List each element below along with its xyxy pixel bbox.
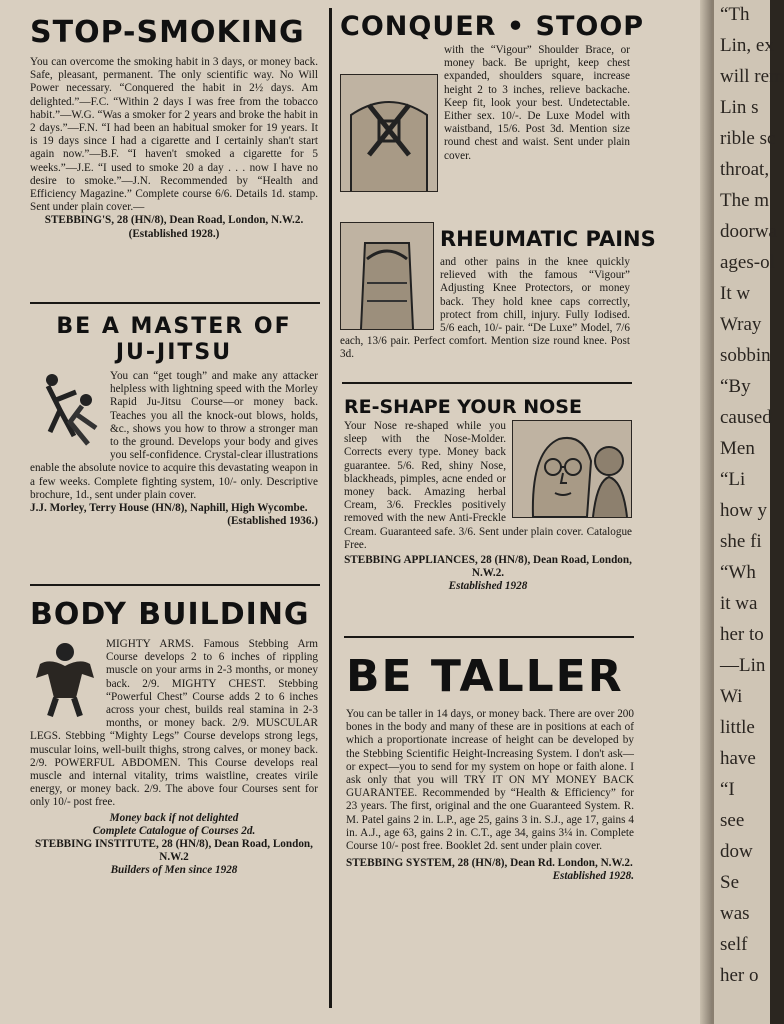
adjacent-page-text-fragment: sobbin [720, 345, 771, 366]
ju-jitsu-illustration [30, 370, 104, 450]
adjacent-page-text-fragment: self [720, 934, 748, 955]
reshape-nose-body: Your Nose re-shaped while you sleep with the Nose-Molder. Corrects every type. Money back guarantee. 5/6. Red, shiny Nose, blackheads, pimples, acne ended or money back. Amazing herbal Cream, 3/6. Freckles positively removed with the new Anti-Freckle Cream. Guaranteed safe. 3/6. Sent under plain cover. Catalogue Free. [344, 420, 632, 551]
adjacent-page-text-fragment: throat, [720, 159, 770, 180]
adjacent-page-text-fragment: —Lin [720, 655, 766, 676]
adjacent-page-text-fragment: see [720, 810, 745, 831]
ju-jitsu-address: J.J. Morley, Terry House (HN/8), Naphill, High Wycombe. [30, 502, 308, 515]
body-building-guarantee: Money back if not delighted [109, 811, 239, 824]
adjacent-page-text-fragment: her o [720, 965, 759, 986]
adjacent-page-text-fragment: how y [720, 500, 767, 521]
face-portrait-icon [513, 421, 631, 517]
be-taller-body: You can be taller in 14 days, or money back. There are over 200 bones in the body and many of these are in positions at each of which a proportionate increase of height can be developed by the Stebbing Scientific Height-Increasing System. I don't ask—or expect—you to send for my system on hope or faith alone. I ask only that you will TRY IT ON MY MONEY BACK GUARANTEE. Recommended by “Health & Efficiency” for 23 years. The first, original and the one Guaranteed System. R. M. Patel gains 2 in. L.P., age 25, gains 3 in. S.J., age 17, gains 4 in. A.J., age 63, gains 2 in. C.T., age 34, gains 3¼ in. Complete Course 10/- post free. Booklet 2d. sent under plain cover. [346, 708, 634, 853]
be-taller-heading: BE TALLER [346, 651, 624, 702]
divider [344, 636, 634, 638]
ju-jitsu-body: You can “get tough” and make any attacker helpless with lightning speed with the Morley Rapid Ju-Jitsu Course—or money back. Teaches you all the knock-out blows, holds, &c., shows you how to throw a stronger man to the ground. Develops your body and gives you self-confidence. Crystal-clear illustrations enable the absolute novice to acquire this devastating weapon in a few weeks. Complete fighting system, 10/- only. Descriptive brochure, 1d., sent under plain cover. [30, 370, 318, 501]
divider [30, 302, 320, 304]
adjacent-page-text-fragment: her to [720, 624, 764, 645]
muscleman-icon [30, 638, 100, 718]
body-building-catalogue: Complete Catalogue of Courses 2d. [92, 824, 256, 837]
ad-body-building [30, 596, 318, 878]
reshape-nose-address: STEBBING APPLIANCES, 28 (HN/8), Dean Road, London, N.W.2. [344, 554, 632, 580]
body-building-body: MIGHTY ARMS. Famous Stebbing Arm Course develops 2 to 6 inches of rippling muscle on your arms in 2-3 months, or money back. 2/9. MIGHTY CHEST. Stebbing “Powerful Chest” Course adds 2 to 6 inches across your chest, builds real stamina in 2-3 months, or money back. 2/9. MUSCULAR LEGS. Stebbing “Mighty Legs” Course develops strong legs, muscular loins, well-built thighs, strong calves, or money back. 2/9. POWERFUL ABDOMEN. This Course develops real muscle and internal vitality, trims waistline, creates virile energy, or money back. 2/9. The above four Courses sent for only 10/- post free. [30, 638, 318, 809]
ju-jitsu-heading-line1: BE A MASTER OF [56, 314, 292, 339]
ju-jitsu-established: (Established 1936.) [227, 515, 318, 528]
adjacent-page-text-fragment: was [720, 903, 750, 924]
adjacent-page-text-fragment: caused [720, 407, 772, 428]
be-taller-address: STEBBING SYSTEM, 28 (HN/8), Dean Rd. London, N.W.2. [346, 857, 633, 870]
body-building-heading: BODY BUILDING [30, 597, 310, 632]
body-building-address: STEBBING INSTITUTE, 28 (HN/8), Dean Road, London, N.W.2 [35, 838, 313, 864]
adjacent-page-text-fragment: little [720, 717, 755, 738]
ju-jitsu-heading-line2: JU-JITSU [115, 340, 233, 365]
adjacent-page-text-fragment: “Th [720, 4, 750, 25]
adjacent-page [712, 0, 784, 1024]
stop-smoking-heading: STOP-SMOKING [30, 15, 305, 50]
rheumatic-pains-heading: RHEUMATIC PAINS [440, 227, 656, 251]
adjacent-page-text-fragment: Wi [720, 686, 743, 707]
adjacent-page-text-fragment: The m [720, 190, 770, 211]
adjacent-page-text-fragment: dow [720, 841, 753, 862]
adjacent-page-text-fragment: “I [720, 779, 735, 800]
adjacent-page-text-fragment: will rem [720, 66, 784, 87]
conquer-stoop-body: with the “Vigour” Shoulder Brace, or money back. Be upright, keep chest expanded, shoulders square, increase height 2 to 3 inches, relieve backache. Keep fit, look your best. Undetectable. Either sex. 10/-. De Luxe Model with waistband, 15/6. Post 3d. Mention size round chest and waist. Sent under plain cover. [444, 44, 630, 162]
adjacent-page-text-fragment: it wa [720, 593, 758, 614]
ad-conquer-stoop [340, 10, 645, 194]
adjacent-page-text-fragment: “Li [720, 469, 746, 490]
adjacent-page-text-fragment: rible sc [720, 128, 776, 149]
adjacent-page-text-fragment: Lin s [720, 97, 759, 118]
wrestlers-icon [30, 370, 104, 450]
adjacent-page-text-fragment: Lin, ex [720, 35, 774, 56]
ad-rheumatic-pains [340, 222, 656, 362]
adjacent-page-text-fragment: ages-ol [720, 252, 775, 273]
stop-smoking-address: STEBBING'S, 28 (HN/8), Dean Road, London, N.W.2. (Established 1928.) [44, 214, 304, 240]
body-building-illustration [30, 638, 100, 718]
rheumatic-pains-body: and other pains in the knee quickly relieved with the famous “Vigour” Adjusting Knee Protectors, or money back. They hold knee caps correctly, protect from chill, injury. Fully Iodised. 5/6 each, 10/- pair. “De Luxe” Model, 7/6 each, 13/6 pair. Perfect comfort. Mention size round knee. Post 3d. [340, 256, 630, 361]
column-rule [329, 8, 332, 1008]
adjacent-page-text-fragment: It w [720, 283, 751, 304]
reshape-nose-heading: RE-SHAPE YOUR NOSE [344, 396, 582, 418]
knee-protector-icon [341, 223, 433, 329]
ad-be-taller [346, 650, 634, 884]
adjacent-page-text-fragment: “By [720, 376, 751, 397]
knee-protector-illustration [340, 222, 434, 330]
adjacent-page-text-fragment: doorwa [720, 221, 777, 242]
body-building-established: Builders of Men since 1928 [110, 864, 238, 877]
adjacent-page-text-fragment: Men [720, 438, 755, 459]
nose-molder-illustration [512, 420, 632, 518]
adjacent-page-text-fragment: Wray [720, 314, 762, 335]
conquer-stoop-heading: CONQUER • STOOP [340, 11, 645, 42]
ad-reshape-nose [344, 394, 632, 594]
adjacent-page-text-fragment: have [720, 748, 756, 769]
divider [342, 382, 632, 384]
stop-smoking-body: You can overcome the smoking habit in 3 days, or money back. Safe, pleasant, permanent. The only scientific way. No Will Power necessary. “Conquered the habit in 2½ days. Am delighted.”—F.C. “Within 2 days I was free from the tobacco habit.”—W.G. “Was a smoker for 2 years and broke the habit in 2 days.”—F.N. “I had been an habitual smoker for 19 years. It is 19 days since I had a cigarette and I certainly shan't start again now.”—B.F. “I haven't smoked a cigarette for 5 weeks.”—J.E. “I used to smoke 20 a day . . . now I have no desire to smoke.”—J.N. Recommended by “Health and Efficiency Magazine.” Complete course 6/6. Details 1d. stamp. Sent under plain cover.— [30, 56, 318, 214]
ad-ju-jitsu [30, 314, 318, 528]
be-taller-established: Established 1928. [552, 870, 634, 883]
adjacent-page-text-fragment: Se [720, 872, 739, 893]
shoulder-brace-illustration [340, 74, 438, 192]
divider [30, 584, 320, 586]
adjacent-page-text-fragment: “Wh [720, 562, 756, 583]
reshape-nose-established: Established 1928 [448, 580, 528, 593]
shoulder-brace-icon [341, 75, 437, 191]
ad-stop-smoking [30, 14, 318, 241]
adjacent-page-text-fragment: she fi [720, 531, 762, 552]
